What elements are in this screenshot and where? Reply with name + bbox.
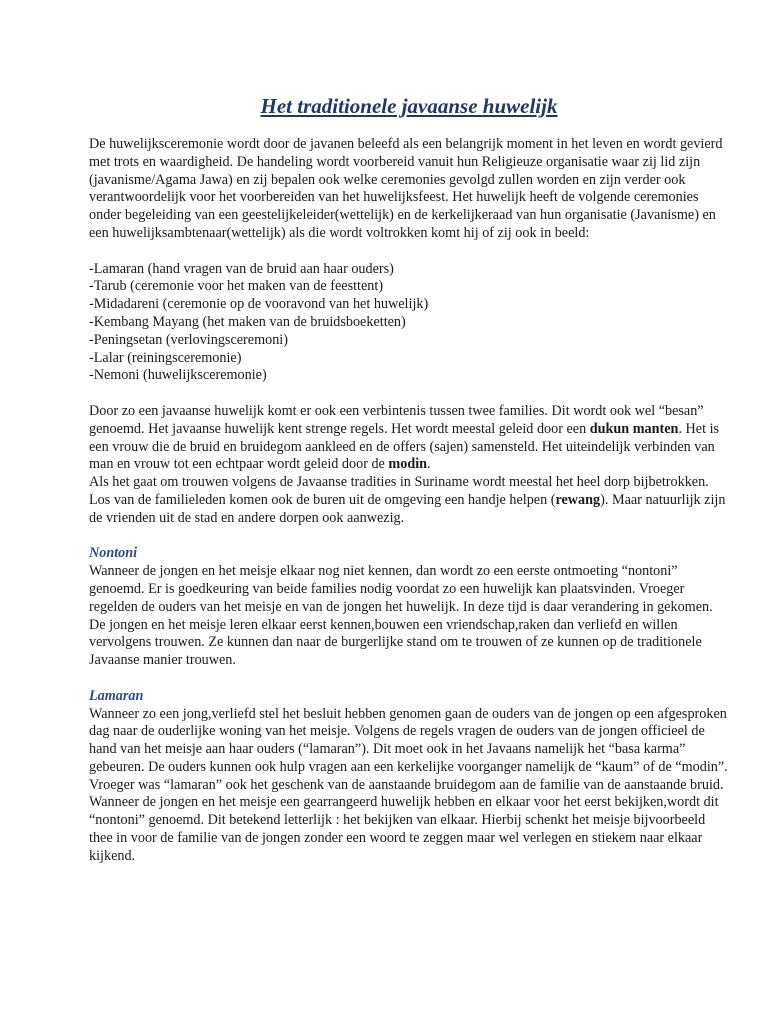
families-bold-1: dukun manten: [589, 420, 679, 437]
suriname-text-1: Als het gaat om trouwen volgens de Javaanse tradities in Suriname wordt meestal het heel dorp bijbetrokken. Los van de familieleden komen ook de buren uit de omgeving een handje helpen (: [89, 474, 709, 508]
nontoni-paragraph: Wanneer de jongen en het meisje elkaar nog niet kennen, dan wordt zo een eerste ontmoeting “nontoni” genoemd. Er is goedkeuring van beide families nodig voordat zo een huwelijk kan plaatsvinden. Vroeger regelden de ouders van het meisje en van de jongen het huwelijk. In deze tijd is daar verandering in gekomen. De jongen en het meisje leren elkaar eerst kennen,bouwen een vriendschap,raken dan verliefd en willen vervolgens trouwen. Ze kunnen dan naar de burgerlijke stand om te trouwen of ze kunnen op de traditionele Javaanse manier trouwen.: [89, 563, 713, 669]
lamaran-paragraph: Wanneer zo een jong,verliefd stel het besluit hebben genomen gaan de ouders van de jongen op een afgesproken dag naar de ouderlijke woning van het meisje. Volgens de regels vragen de ouders van de jongen officieel de hand van het meisje aan haar ouders (“lamaran”). Dit moet ook in het Javaans namelijk het “basa karma” gebeuren. De ouders kunnen ook hulp vragen aan een kerkelijke voorganger namelijk de “kaum” of de “modin”. Vroeger was “lamaran” ook het geschenk van de aanstaande bruidegom aan de familie van de aanstaande bruid. Wanneer de jongen en het meisje een gearrangeerd huwelijk hebben en elkaar voor het eerst bekijken,wordt dit “nontoni” genoemd. Dit betekend letterlijk : het bekijken van elkaar. Hierbij schenkt het meisje bijvoorbeeld thee in voor de familie van de jongen zonder een woord te zeggen maar wel verlegen en stiekem naar elkaar kijkend.: [89, 705, 728, 864]
list-item: -Midadareni (ceremonie op de vooravond van het huwelijk): [89, 296, 429, 313]
suriname-bold: rewang: [555, 491, 601, 508]
spacer: [89, 243, 729, 261]
list-item: -Lamaran (hand vragen van de bruid aan haar ouders): [89, 260, 394, 277]
section-heading-nontoni: Nontoni: [89, 545, 138, 562]
spacer: [89, 670, 729, 688]
families-text-3: .: [427, 456, 431, 473]
document-title: Het traditionele javaanse huwelijk: [260, 94, 558, 118]
list-item: -Tarub (ceremonie voor het maken van de feesttent): [89, 278, 384, 295]
suriname-text-2: ). Maar natuurlijk zijn de vrienden uit de stad en andere dorpen ook aanwezig.: [89, 491, 726, 526]
section-heading-lamaran: Lamaran: [89, 687, 144, 704]
list-item: -Nemoni (huwelijksceremonie): [89, 367, 267, 384]
list-item: -Peningsetan (verlovingsceremoni): [89, 331, 288, 348]
families-paragraph: [89, 403, 729, 474]
families-bold-2: modin: [388, 456, 428, 473]
spacer: [89, 385, 729, 403]
list-item: -Kembang Mayang (het maken van de bruidsboeketten): [89, 313, 406, 330]
ceremony-list: [89, 261, 729, 386]
spacer: [89, 528, 729, 546]
intro-paragraph: De huwelijksceremonie wordt door de javanen beleefd als een belangrijk moment in het leven en wordt gevierd met trots en waardigheid. De handeling wordt voorbereid vanuit hun Religieuze organisatie waar zij lid zijn (javanisme/Agama Jawa) en zij bepalen ook welke ceremonies gevolgd zullen worden en zijn verder ook verantwoordelijk voor het voorbereiden van het huwelijksfeest. Het huwelijk heeft de volgende ceremonies onder begeleiding van een geestelijkeleider(wettelijk) en de kerkelijkeraad van hun organisatie (Javanisme) en een huwelijksambtenaar(wettelijk) als die wordt voltrokken komt hij of zij ook in beeld:: [89, 136, 723, 241]
document-page: [89, 92, 729, 866]
list-item: -Lalar (reiningsceremonie): [89, 349, 242, 366]
suriname-paragraph: [89, 474, 729, 527]
families-text-1: Door zo een javaanse huwelijk komt er ook een verbintenis tussen twee families. Dit wordt ook wel “besan” genoemd. Het javaanse huwelijk kent strenge regels. Het wordt meestal geleid door een: [89, 402, 704, 437]
families-text-2: . Het is een vrouw die de bruid en bruidegom aankleed en de offers (sajen) samensteld. Het uiteindelijk verbinden van man en vrouw tot een echtpaar wordt geleid door de: [89, 420, 720, 473]
